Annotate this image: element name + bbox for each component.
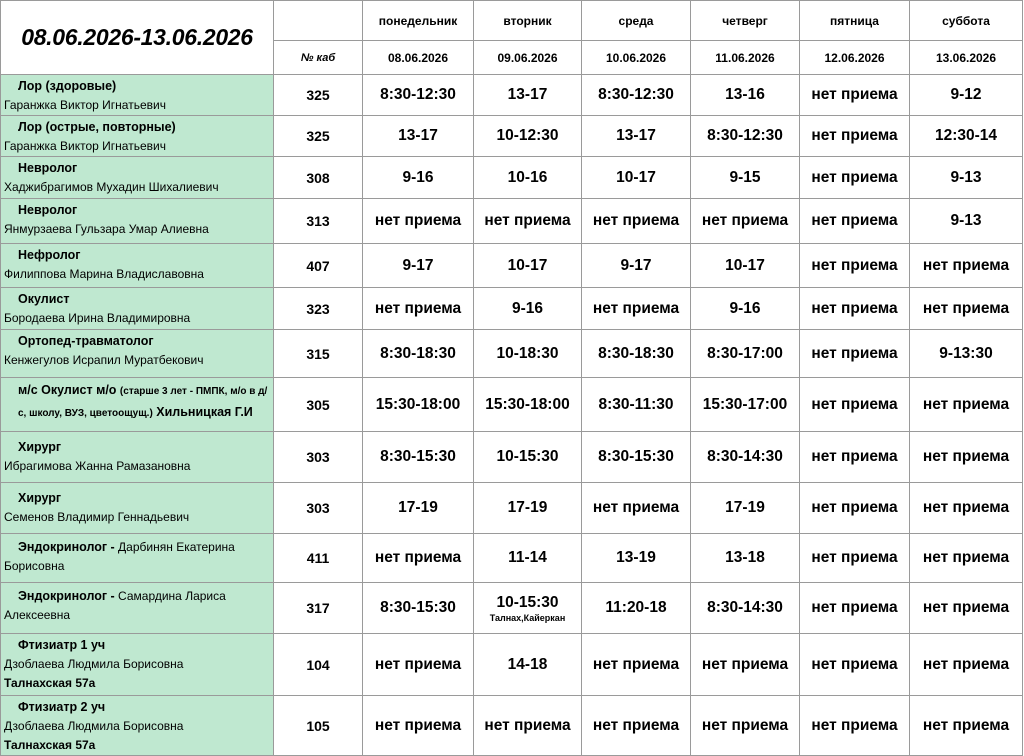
time-thu: 17-19 bbox=[691, 483, 800, 534]
doctor-cell bbox=[1, 634, 274, 696]
header-empty-cell bbox=[274, 1, 363, 41]
table-row bbox=[1, 244, 1023, 288]
time-thu: 10-17 bbox=[691, 244, 800, 288]
time-fri: нет приема bbox=[800, 534, 910, 583]
table-row bbox=[1, 199, 1023, 244]
time-fri: нет приема bbox=[800, 378, 910, 432]
time-wed: нет приема bbox=[582, 696, 691, 756]
time-mon: нет приема bbox=[363, 199, 474, 244]
time-wed: нет приема bbox=[582, 199, 691, 244]
day-name-fri: пятница bbox=[800, 1, 910, 41]
time-sat: 9-13:30 bbox=[910, 330, 1023, 378]
doctor-name: Кенжегулов Исрапил Муратбекович bbox=[4, 353, 204, 367]
time-thu: нет приема bbox=[691, 696, 800, 756]
table-row bbox=[1, 534, 1023, 583]
room-number: 303 bbox=[274, 483, 363, 534]
time-fri: нет приема bbox=[800, 634, 910, 696]
time-wed: 13-19 bbox=[582, 534, 691, 583]
doctor-name: Семенов Владимир Геннадьевич bbox=[4, 510, 190, 524]
time-mon: 9-17 bbox=[363, 244, 474, 288]
time-sat: нет приема bbox=[910, 534, 1023, 583]
time-sat: нет приема bbox=[910, 634, 1023, 696]
specialty: Невролог bbox=[18, 203, 78, 217]
day-date-fri: 12.06.2026 bbox=[800, 41, 910, 75]
time-sat: 9-13 bbox=[910, 157, 1023, 199]
doctor-cell bbox=[1, 244, 274, 288]
specialty: Хирург bbox=[18, 491, 62, 505]
page-title: 08.06.2026-13.06.2026 bbox=[1, 1, 274, 75]
doctor-name: Ибрагимова Жанна Рамазановна bbox=[4, 459, 191, 473]
day-date-sat: 13.06.2026 bbox=[910, 41, 1023, 75]
specialty: Фтизиатр 1 уч bbox=[18, 638, 106, 652]
room-number: 325 bbox=[274, 75, 363, 116]
specialty-title: Эндокринолог - bbox=[18, 540, 115, 554]
time-wed: нет приема bbox=[582, 483, 691, 534]
specialty bbox=[4, 538, 273, 557]
time-fri: нет приема bbox=[800, 432, 910, 483]
room-number: 323 bbox=[274, 288, 363, 330]
location-note: Талнах,Кайеркан bbox=[489, 612, 566, 623]
table-row bbox=[1, 483, 1023, 534]
room-number: 411 bbox=[274, 534, 363, 583]
time-value: 10-15:30 bbox=[496, 593, 559, 611]
specialty: Фтизиатр 2 уч bbox=[18, 700, 106, 714]
specialty: Окулист bbox=[18, 292, 70, 306]
time-fri: нет приема bbox=[800, 288, 910, 330]
time-tue: нет приема bbox=[474, 199, 582, 244]
time-sat: нет приема bbox=[910, 378, 1023, 432]
time-fri: нет приема bbox=[800, 199, 910, 244]
time-mon: 17-19 bbox=[363, 483, 474, 534]
time-tue: 10-16 bbox=[474, 157, 582, 199]
time-fri: нет приема bbox=[800, 483, 910, 534]
table-row bbox=[1, 378, 1023, 432]
specialty: Ортопед-травматолог bbox=[18, 334, 154, 348]
doctor-name: Хильницкая Г.И bbox=[156, 405, 253, 419]
specialty bbox=[4, 587, 273, 606]
doctor-name: Дзоблаева Людмила Борисовна bbox=[4, 657, 184, 671]
time-tue: 11-14 bbox=[474, 534, 582, 583]
time-wed: 9-17 bbox=[582, 244, 691, 288]
specialty: Лор (здоровые) bbox=[18, 79, 117, 93]
doctor-cell bbox=[1, 583, 274, 634]
time-mon: 15:30-18:00 bbox=[363, 378, 474, 432]
room-number: 305 bbox=[274, 378, 363, 432]
time-tue: 10-12:30 bbox=[474, 116, 582, 157]
doctor-name: Бородаева Ирина Владимировна bbox=[4, 311, 191, 325]
time-mon: 9-16 bbox=[363, 157, 474, 199]
time-mon: нет приема bbox=[363, 534, 474, 583]
time-sat: нет приема bbox=[910, 288, 1023, 330]
time-sat: 9-13 bbox=[910, 199, 1023, 244]
room-number: 313 bbox=[274, 199, 363, 244]
doctor-name: Хаджибрагимов Мухадин Шихалиевич bbox=[4, 180, 219, 194]
doctor-name-part: Дарбинян Екатерина bbox=[114, 540, 235, 554]
time-sat: нет приема bbox=[910, 483, 1023, 534]
time-thu: 8:30-14:30 bbox=[691, 432, 800, 483]
time-thu: нет приема bbox=[691, 634, 800, 696]
specialty-title: м/с Окулист м/о bbox=[18, 383, 117, 397]
room-number: 104 bbox=[274, 634, 363, 696]
time-fri: нет приема bbox=[800, 157, 910, 199]
time-sat: нет приема bbox=[910, 696, 1023, 756]
time-tue: нет приема bbox=[474, 696, 582, 756]
table-row bbox=[1, 583, 1023, 634]
room-number: 308 bbox=[274, 157, 363, 199]
time-thu: 15:30-17:00 bbox=[691, 378, 800, 432]
day-date-tue: 09.06.2026 bbox=[474, 41, 582, 75]
time-mon: нет приема bbox=[363, 288, 474, 330]
time-tue: 10-15:30 bbox=[474, 432, 582, 483]
doctor-name: Филиппова Марина Владиславовна bbox=[4, 267, 204, 281]
time-mon: нет приема bbox=[363, 634, 474, 696]
doctor-cell bbox=[1, 199, 274, 244]
time-tue: 14-18 bbox=[474, 634, 582, 696]
time-thu: 8:30-12:30 bbox=[691, 116, 800, 157]
time-wed: 13-17 bbox=[582, 116, 691, 157]
doctor-cell bbox=[1, 116, 274, 157]
table-row bbox=[1, 432, 1023, 483]
time-wed: 8:30-18:30 bbox=[582, 330, 691, 378]
room-number: 317 bbox=[274, 583, 363, 634]
time-mon: 13-17 bbox=[363, 116, 474, 157]
time-sat: 12:30-14 bbox=[910, 116, 1023, 157]
time-sat: нет приема bbox=[910, 583, 1023, 634]
specialty: Лор (острые, повторные) bbox=[18, 120, 176, 134]
time-tue: 9-16 bbox=[474, 288, 582, 330]
time-thu: 8:30-17:00 bbox=[691, 330, 800, 378]
doctor-name: Гаранжка Виктор Игнатьевич bbox=[4, 98, 166, 112]
day-name-sat: суббота bbox=[910, 1, 1023, 41]
doctor-cell bbox=[1, 157, 274, 199]
doctor-name: Борисовна bbox=[4, 559, 65, 573]
time-thu: 8:30-14:30 bbox=[691, 583, 800, 634]
room-number: 315 bbox=[274, 330, 363, 378]
time-wed: 8:30-15:30 bbox=[582, 432, 691, 483]
time-thu: 9-16 bbox=[691, 288, 800, 330]
table-row bbox=[1, 634, 1023, 696]
specialty: Хирург bbox=[18, 440, 62, 454]
room-column-header: № каб bbox=[274, 41, 363, 75]
time-fri: нет приема bbox=[800, 583, 910, 634]
doctor-cell bbox=[1, 75, 274, 116]
doctor-name: Алексеевна bbox=[4, 608, 71, 622]
time-mon: 8:30-15:30 bbox=[363, 583, 474, 634]
doctor-name: Янмурзаева Гульзара Умар Алиевна bbox=[4, 222, 209, 236]
specialty: Нефролог bbox=[18, 248, 81, 262]
time-fri: нет приема bbox=[800, 116, 910, 157]
doctor-name-part: Самардина Лариса bbox=[114, 589, 226, 603]
specialty-title: Эндокринолог - bbox=[18, 589, 115, 603]
doctor-name: Гаранжка Виктор Игнатьевич bbox=[4, 139, 166, 153]
time-sat: 9-12 bbox=[910, 75, 1023, 116]
time-wed: 8:30-12:30 bbox=[582, 75, 691, 116]
time-tue: 10-18:30 bbox=[474, 330, 582, 378]
time-sat: нет приема bbox=[910, 244, 1023, 288]
time-tue: 10-17 bbox=[474, 244, 582, 288]
table-row bbox=[1, 157, 1023, 199]
day-date-wed: 10.06.2026 bbox=[582, 41, 691, 75]
time-wed: 10-17 bbox=[582, 157, 691, 199]
table-row bbox=[1, 75, 1023, 116]
time-fri: нет приема bbox=[800, 75, 910, 116]
specialty: Невролог bbox=[18, 161, 78, 175]
doctor-cell bbox=[1, 534, 274, 583]
room-number: 303 bbox=[274, 432, 363, 483]
specialty bbox=[4, 380, 273, 424]
doctor-cell bbox=[1, 378, 274, 432]
time-tue: 13-17 bbox=[474, 75, 582, 116]
day-name-wed: среда bbox=[582, 1, 691, 41]
time-mon: нет приема bbox=[363, 696, 474, 756]
room-number: 105 bbox=[274, 696, 363, 756]
time-sat: нет приема bbox=[910, 432, 1023, 483]
day-name-tue: вторник bbox=[474, 1, 582, 41]
time-fri: нет приема bbox=[800, 244, 910, 288]
table-row bbox=[1, 288, 1023, 330]
room-number: 407 bbox=[274, 244, 363, 288]
address: Талнахская 57а bbox=[4, 676, 96, 690]
time-mon: 8:30-18:30 bbox=[363, 330, 474, 378]
doctor-cell bbox=[1, 288, 274, 330]
time-tue: 17-19 bbox=[474, 483, 582, 534]
time-thu: нет приема bbox=[691, 199, 800, 244]
day-name-mon: понедельник bbox=[363, 1, 474, 41]
day-name-thu: четверг bbox=[691, 1, 800, 41]
doctor-cell bbox=[1, 330, 274, 378]
doctor-name: Дзоблаева Людмила Борисовна bbox=[4, 719, 184, 733]
doctor-cell bbox=[1, 432, 274, 483]
time-thu: 13-18 bbox=[691, 534, 800, 583]
time-wed: нет приема bbox=[582, 634, 691, 696]
time-thu: 9-15 bbox=[691, 157, 800, 199]
time-mon: 8:30-12:30 bbox=[363, 75, 474, 116]
time-wed: 11:20-18 bbox=[582, 583, 691, 634]
time-mon: 8:30-15:30 bbox=[363, 432, 474, 483]
address: Талнахская 57а bbox=[4, 738, 96, 752]
time-tue: 15:30-18:00 bbox=[474, 378, 582, 432]
time-fri: нет приема bbox=[800, 696, 910, 756]
time-wed: 8:30-11:30 bbox=[582, 378, 691, 432]
table-row bbox=[1, 116, 1023, 157]
specialty-note: (старше 3 лет - ПМПК, м/о в д/с, школу, ВУЗ, цветоощущ.) bbox=[18, 386, 268, 419]
time-thu: 13-16 bbox=[691, 75, 800, 116]
doctor-cell bbox=[1, 483, 274, 534]
time-tue bbox=[474, 583, 582, 634]
table-row bbox=[1, 330, 1023, 378]
day-date-mon: 08.06.2026 bbox=[363, 41, 474, 75]
day-date-thu: 11.06.2026 bbox=[691, 41, 800, 75]
time-wed: нет приема bbox=[582, 288, 691, 330]
time-fri: нет приема bbox=[800, 330, 910, 378]
room-number: 325 bbox=[274, 116, 363, 157]
